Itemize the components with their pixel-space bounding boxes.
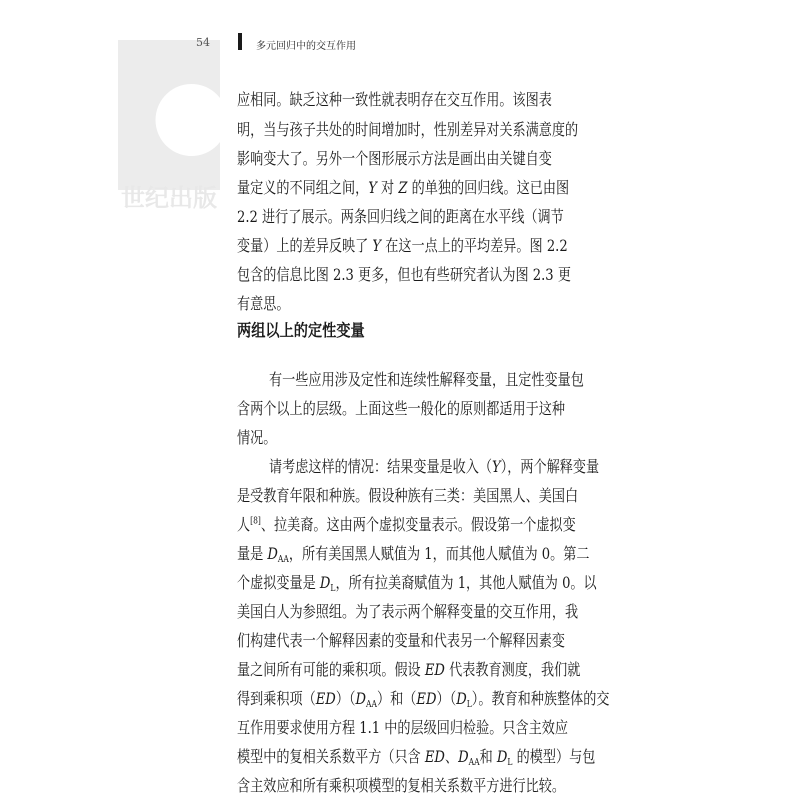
text-run: ，所有美国黑人赋值为 1，而其他人赋值为 0。第二 xyxy=(288,544,590,563)
math-variable: D xyxy=(355,689,367,708)
section-heading: 两组以上的定性变量 xyxy=(237,321,365,340)
text-line xyxy=(237,425,719,451)
page-number: 54 xyxy=(196,36,210,49)
text-run: 和 xyxy=(479,747,497,766)
text-line xyxy=(237,262,719,288)
subscript: AA xyxy=(277,553,289,565)
text-line xyxy=(269,367,751,393)
text-run: ，所有拉美裔赋值为 1，其他人赋值为 0。以 xyxy=(335,573,597,592)
text-run: 有意思。 xyxy=(237,294,290,313)
watermark-text: 世纪出版 xyxy=(121,184,217,210)
text-run: 情况。 xyxy=(237,428,277,447)
text-line xyxy=(237,686,719,712)
text-run: 美国白人为参照组。为了表示两个解释变量的交互作用，我 xyxy=(237,602,579,621)
text-run: 的单独的回归线。这已由图 xyxy=(407,178,570,197)
math-variable: D xyxy=(496,747,508,766)
text-run: 、 xyxy=(444,747,459,766)
header-rule xyxy=(238,33,242,50)
text-run: ）（ xyxy=(436,689,457,708)
superscript: [8] xyxy=(250,515,261,527)
text-line xyxy=(237,512,719,538)
text-run: 变量）上的差异反映了 xyxy=(237,236,373,255)
text-line xyxy=(237,87,719,113)
text-line xyxy=(237,628,719,654)
text-run: 请考虑这样的情况：结果变量是收入（ xyxy=(269,457,493,476)
text-line xyxy=(237,599,719,625)
subscript: AA xyxy=(468,756,480,768)
text-run: 代表教育测度，我们就 xyxy=(444,660,581,679)
math-variable: D xyxy=(267,544,278,563)
publisher-watermark-logo xyxy=(118,40,220,210)
text-run: 是受教育年限和种族。假设种族有三类：美国黑人、美国白 xyxy=(237,486,579,505)
text-run: 量是 xyxy=(237,544,268,563)
math-variable: D xyxy=(458,747,469,766)
text-run: 应相同。缺乏这种一致性就表明存在交互作用。该图表 xyxy=(237,90,552,109)
text-run: ）（ xyxy=(335,689,356,708)
math-variable: Y xyxy=(372,236,382,255)
math-variable: ED xyxy=(424,747,445,766)
math-variable: Y xyxy=(492,457,501,476)
text-run: 明，当与孩子共处的时间增加时，性别差异对关系满意度的 xyxy=(237,120,579,139)
text-line xyxy=(237,715,719,741)
text-line xyxy=(237,233,719,259)
text-line xyxy=(237,657,719,683)
subscript: L xyxy=(330,582,336,594)
subscript: L xyxy=(466,698,472,710)
text-line xyxy=(237,204,719,230)
text-line xyxy=(237,483,719,509)
text-run: 、拉美裔。这由两个虚拟变量表示。假设第一个虚拟变 xyxy=(260,515,576,534)
math-variable: Y xyxy=(368,178,377,197)
text-run: 得到乘积项（ xyxy=(237,689,316,708)
text-line xyxy=(237,146,719,172)
running-head: 多元回归中的交互作用 xyxy=(256,41,356,52)
text-run: 的模型）与包 xyxy=(512,747,596,766)
text-line xyxy=(237,117,719,143)
text-line xyxy=(269,454,751,480)
text-run: 个虚拟变量是 xyxy=(237,573,320,592)
text-run: 包含的信息比图 2.3 更多，但也有些研究者认为图 2.3 更 xyxy=(237,265,571,284)
text-run: 影响变大了。另外一个图形展示方法是画出由关键自变 xyxy=(237,149,552,168)
watermark-c-shape xyxy=(118,40,220,190)
math-variable: D xyxy=(319,573,331,592)
text-run: 们构建代表一个解释因素的变量和代表另一个解释因素变 xyxy=(237,631,566,650)
text-run: 含主效应和所有乘积项模型的复相关系数平方进行比较。 xyxy=(237,776,566,795)
text-run: ）和（ xyxy=(377,689,417,708)
text-line xyxy=(237,773,719,799)
subscript: AA xyxy=(366,698,378,710)
text-run: 有一些应用涉及定性和连续性解释变量，且定性变量包 xyxy=(269,370,584,389)
text-run: ）。教育和种族整体的交 xyxy=(471,689,610,708)
text-line xyxy=(237,570,719,596)
subscript: L xyxy=(507,756,513,768)
text-line xyxy=(237,175,719,201)
text-run: 含两个以上的层级。上面这些一般化的原则都适用于这种 xyxy=(237,399,566,418)
text-line xyxy=(237,396,719,422)
text-line xyxy=(237,744,719,770)
text-run: 量定义的不同组之间， xyxy=(237,178,369,197)
text-run: 量之间所有可能的乘积项。假设 xyxy=(237,660,425,679)
text-run: ），两个解释变量 xyxy=(500,457,600,476)
math-variable: ED xyxy=(315,689,336,708)
text-line xyxy=(237,541,719,567)
math-variable: ED xyxy=(416,689,437,708)
math-variable: D xyxy=(456,689,467,708)
text-run: 模型中的复相关系数平方（只含 xyxy=(237,747,425,766)
text-run: 互作用要求使用方程 1.1 中的层级回归检验。只含主效应 xyxy=(237,718,568,737)
text-run: 对 xyxy=(376,178,399,197)
math-variable: Z xyxy=(398,178,408,197)
text-run: 在这一点上的平均差异。图 2.2 xyxy=(381,236,568,255)
text-run: 2.2 进行了展示。两条回归线之间的距离在水平线（调节 xyxy=(237,207,564,226)
text-line xyxy=(237,291,719,317)
math-variable: ED xyxy=(424,660,445,679)
text-run: 人 xyxy=(237,515,251,534)
